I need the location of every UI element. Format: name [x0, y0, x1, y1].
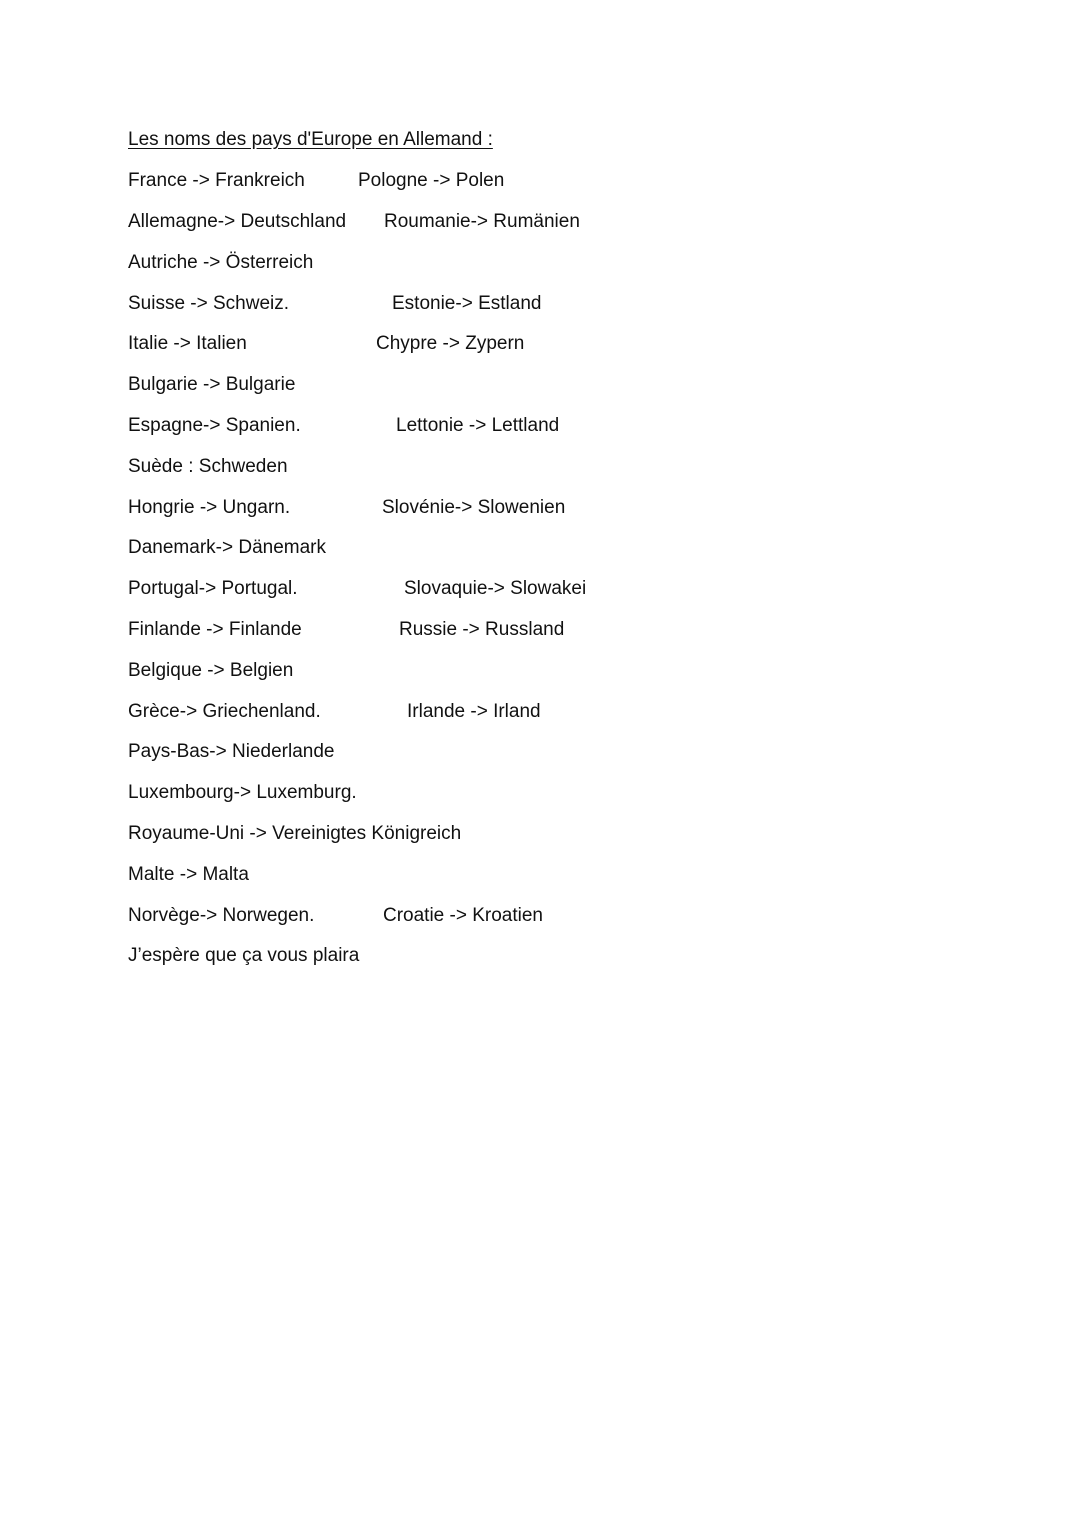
- country-right: Estonie-> Estland: [392, 293, 542, 314]
- country-left: Malte -> Malta: [128, 864, 249, 885]
- country-left: Finlande -> Finlande: [128, 619, 302, 640]
- country-row: [128, 414, 560, 438]
- country-left: Bulgarie -> Bulgarie: [128, 374, 296, 395]
- country-row: [128, 251, 313, 275]
- country-left: Portugal-> Portugal.: [128, 578, 298, 599]
- country-left: Norvège-> Norwegen.: [128, 905, 315, 926]
- country-row: [128, 822, 461, 846]
- country-row: [128, 904, 543, 928]
- country-row: [128, 536, 326, 560]
- country-left: Luxembourg-> Luxemburg.: [128, 782, 357, 803]
- country-row: [128, 700, 541, 724]
- country-row: [128, 496, 566, 520]
- country-left: France -> Frankreich: [128, 170, 305, 191]
- country-left: Espagne-> Spanien.: [128, 415, 301, 436]
- country-left: Danemark-> Dänemark: [128, 537, 326, 558]
- country-left: Royaume-Uni -> Vereinigtes Königreich: [128, 823, 462, 844]
- country-right: Irlande -> Irland: [407, 701, 541, 722]
- country-left: Belgique -> Belgien: [128, 660, 294, 681]
- country-row: [128, 781, 357, 805]
- document-title: Les noms des pays d'Europe en Allemand :: [128, 129, 493, 150]
- country-row: [128, 292, 542, 316]
- country-right: Slovénie-> Slowenien: [382, 497, 566, 518]
- country-row: [128, 332, 525, 356]
- country-row: [128, 863, 249, 887]
- country-row: [128, 618, 565, 642]
- country-right: Croatie -> Kroatien: [383, 905, 543, 926]
- country-row: [128, 373, 295, 397]
- country-right: Chypre -> Zypern: [376, 333, 525, 354]
- country-left: Pays-Bas-> Niederlande: [128, 741, 335, 762]
- country-row: [128, 740, 334, 764]
- country-right: Slovaquie-> Slowakei: [404, 578, 587, 599]
- country-left: Italie -> Italien: [128, 333, 247, 354]
- country-left: Suède : Schweden: [128, 456, 288, 477]
- country-right: Lettonie -> Lettland: [396, 415, 560, 436]
- closing-text: J’espère que ça vous plaira: [128, 945, 360, 966]
- country-left: Allemagne-> Deutschland: [128, 211, 347, 232]
- country-left: Autriche -> Österreich: [128, 252, 314, 273]
- country-row: [128, 455, 288, 479]
- country-left: Suisse -> Schweiz.: [128, 293, 290, 314]
- country-row: [128, 659, 293, 683]
- country-right: Pologne -> Polen: [358, 170, 505, 191]
- country-right: Roumanie-> Rumänien: [384, 211, 580, 232]
- country-left: Grèce-> Griechenland.: [128, 701, 321, 722]
- country-row: [128, 210, 580, 234]
- country-right: Russie -> Russland: [399, 619, 565, 640]
- country-row: [128, 577, 587, 601]
- country-left: Hongrie -> Ungarn.: [128, 497, 291, 518]
- country-row: [128, 169, 505, 193]
